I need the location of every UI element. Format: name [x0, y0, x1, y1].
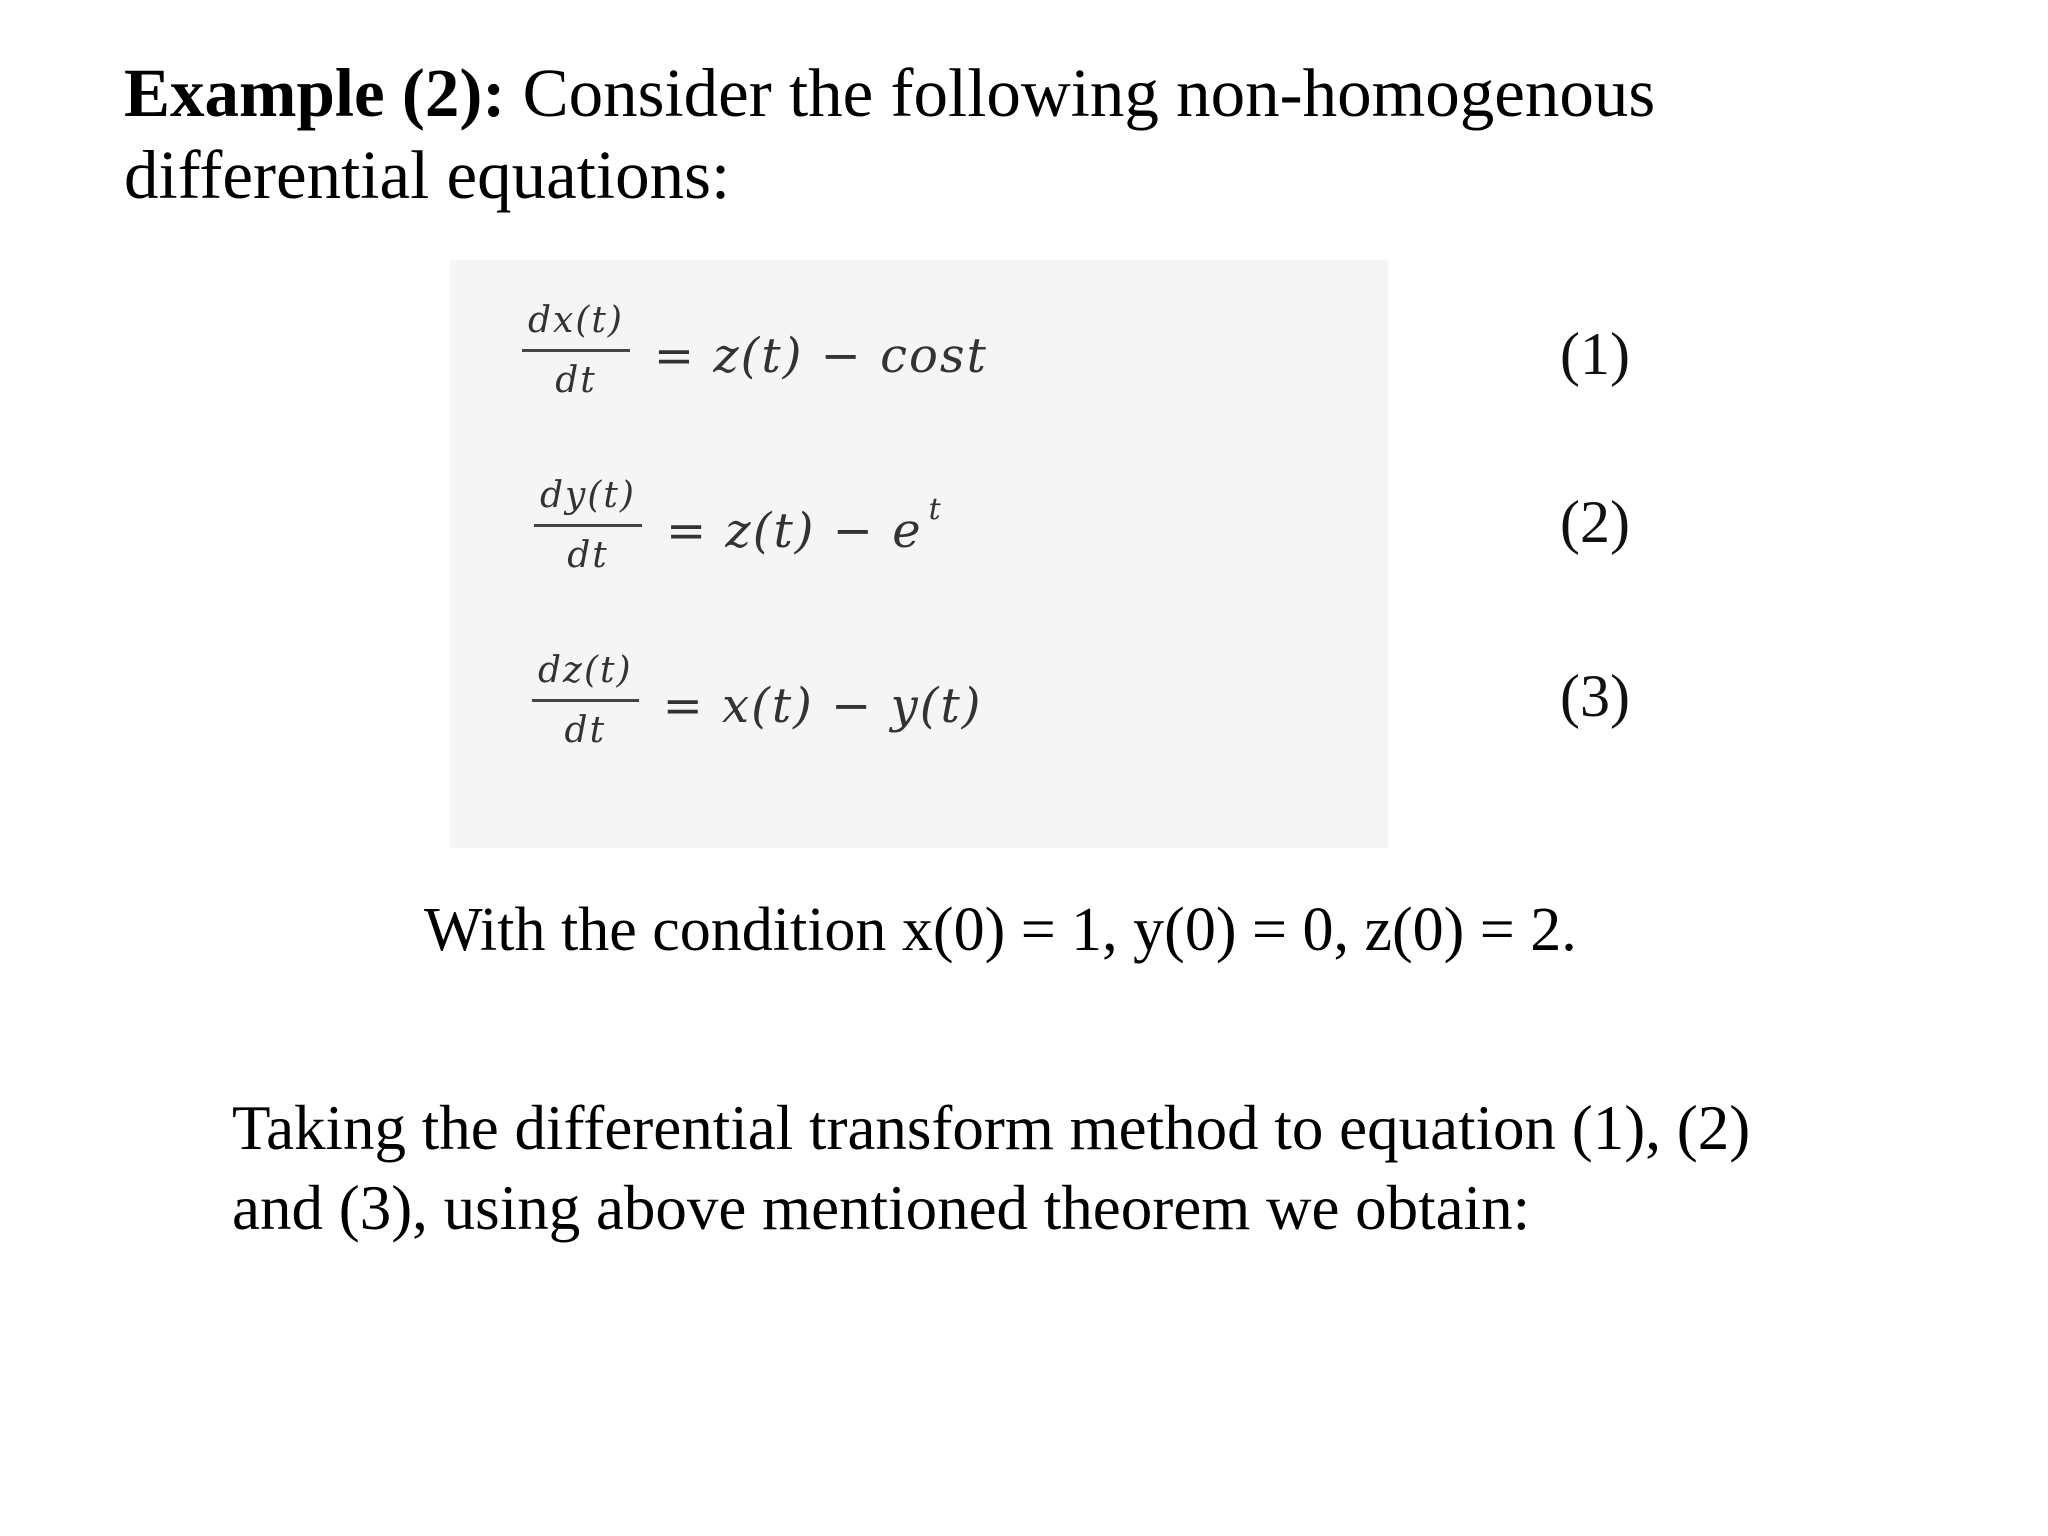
equation-1-numerator: dx(t)	[528, 299, 624, 341]
equation-3-numerator: dz(t)	[538, 649, 633, 691]
equation-1-rhs-text: = z(t) − cost	[653, 327, 988, 384]
example-intro-text: Consider the following non-homogenous differential equations:	[124, 55, 1656, 213]
equation-1	[522, 280, 994, 420]
equation-3-rhs	[663, 667, 989, 734]
example-label: Example (2):	[124, 55, 506, 131]
example-heading	[124, 52, 1684, 216]
equation-3-fraction	[532, 650, 639, 751]
equation-2-denominator: dt	[567, 534, 609, 576]
equation-number-3: (3)	[1560, 663, 1630, 729]
equation-3-rhs-text: = x(t) − y(t)	[662, 677, 983, 734]
equation-2-rhs	[666, 492, 943, 559]
equation-2-rhs-text: = z(t) − e	[665, 502, 923, 559]
equations-image	[450, 260, 1388, 848]
method-paragraph: Taking the differential transform method to equation (1), (2) and (3), using above mentioned theorem we obtain:	[232, 1093, 1751, 1243]
equation-2	[534, 455, 943, 595]
equation-number-2: (2)	[1560, 489, 1630, 555]
equation-2-numerator: dy(t)	[540, 474, 636, 516]
initial-condition-text: With the condition x(0) = 1, y(0) = 0, z(0) = 2.	[424, 896, 1577, 964]
equation-1-fraction	[522, 300, 630, 401]
equation-1-rhs	[654, 317, 994, 384]
equation-3-denominator: dt	[564, 709, 607, 751]
equation-1-denominator: dt	[555, 359, 597, 401]
equation-number-1: (1)	[1560, 321, 1630, 387]
equation-2-fraction	[534, 475, 642, 576]
equation-3	[532, 630, 988, 770]
equation-2-rhs-superscript: t	[928, 491, 943, 527]
